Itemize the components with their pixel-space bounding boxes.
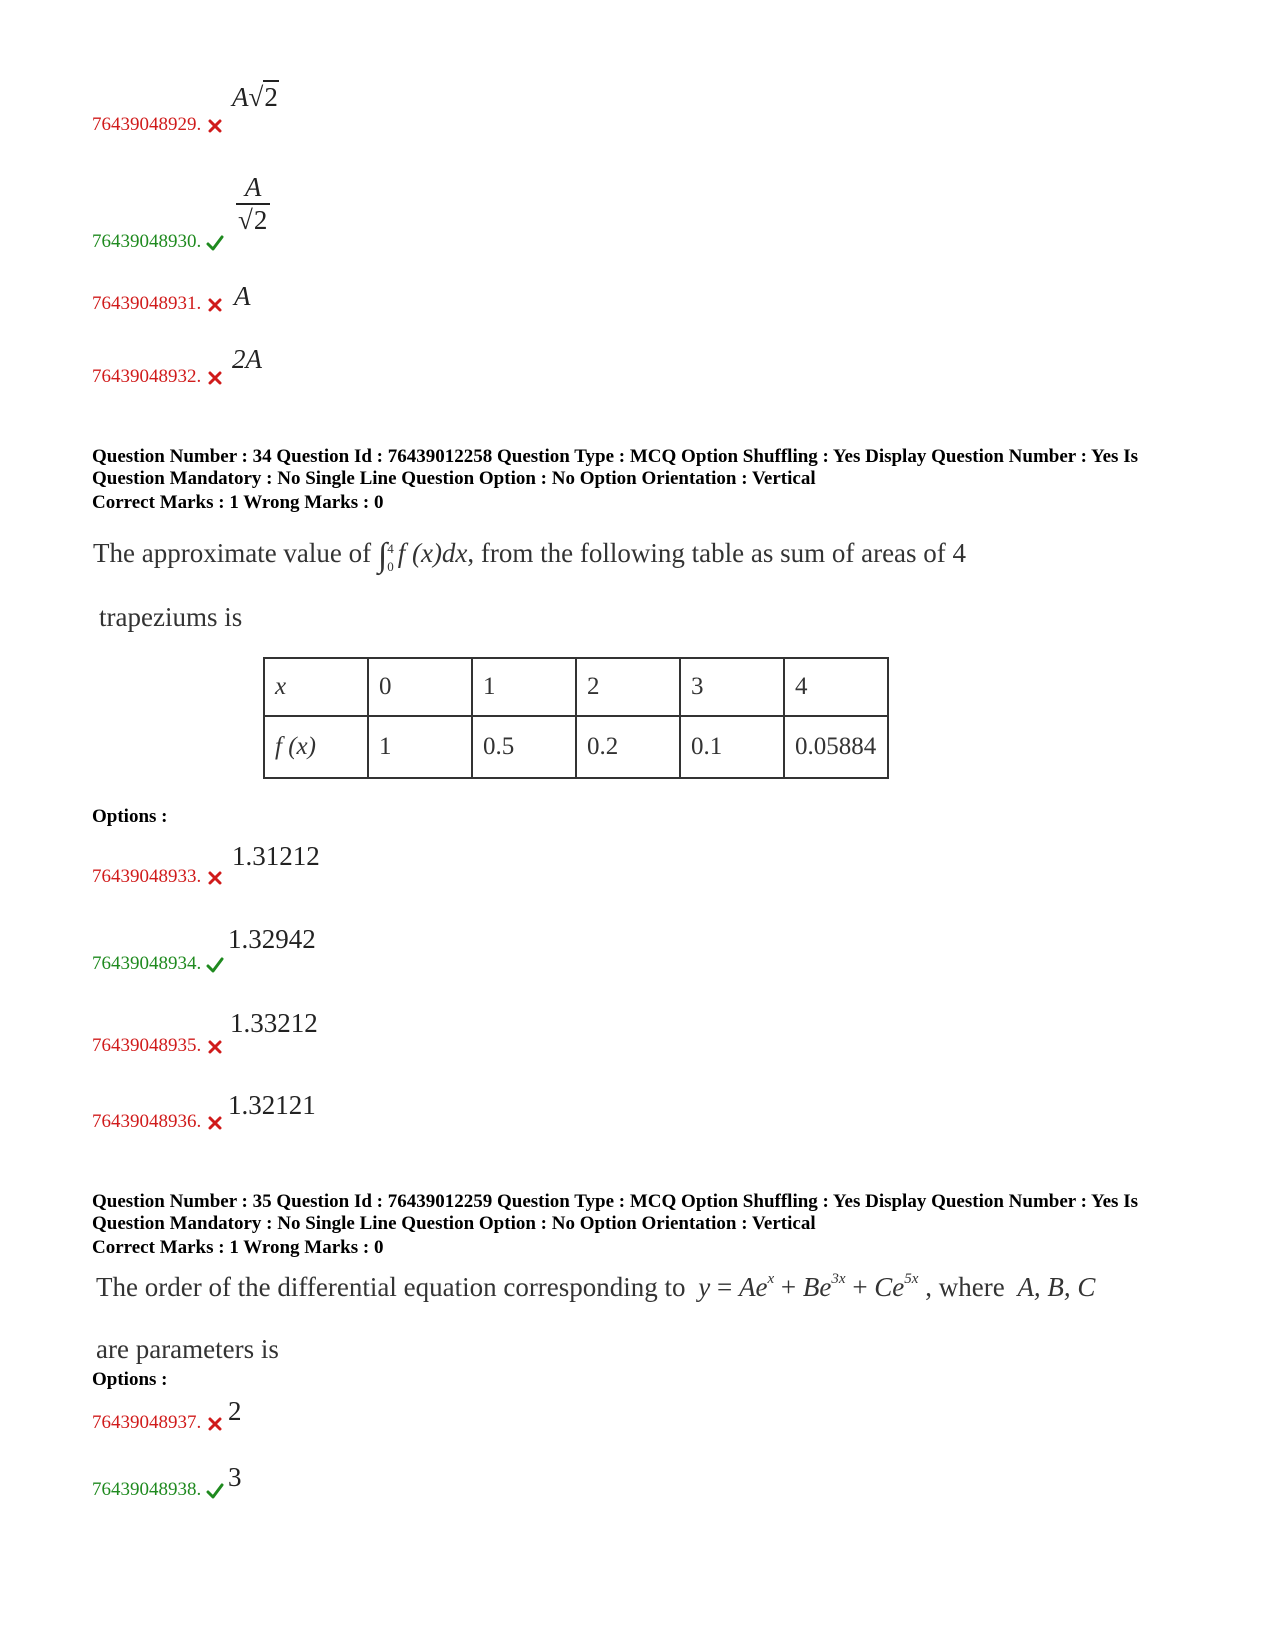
equation: $y = Ae^x + Be^{3x} + Ce^{5x}$ — [698, 1271, 919, 1302]
values-table — [263, 657, 889, 779]
option-row — [92, 953, 224, 975]
option-id: 76439048931. — [92, 293, 202, 314]
check-icon — [206, 234, 224, 252]
option-id: 76439048936. — [92, 1111, 202, 1132]
table-row — [264, 716, 888, 778]
table-header-cell: f (x) — [264, 716, 368, 778]
option-answer: A — [234, 281, 251, 311]
question-text-line2: are parameters is — [96, 1334, 279, 1364]
option-answer: 2 — [228, 1396, 242, 1426]
question-meta: Question Number : 34 Question Id : 76439012258 Question Type : MCQ Option Shuffling : Yes Display Question Number : Yes Is Question Mandatory : No Single Line Question Option : No Option Orientation : Vertical — [92, 446, 1138, 489]
option-answer: 1.31212 — [232, 841, 320, 871]
table-cell: 0.2 — [576, 716, 680, 778]
question-text: The approximate value of ∫ 4 0 f (x)dx, from the following table as sum of areas of 4 — [93, 537, 967, 574]
option-answer: $\frac{A}{√2}$ — [236, 172, 270, 236]
option-row — [92, 114, 224, 136]
option-id: 76439048934. — [92, 953, 202, 974]
options-label: Options : — [92, 1369, 168, 1390]
option-row — [92, 366, 224, 388]
option-id: 76439048938. — [92, 1479, 202, 1500]
question-text: The order of the differential equation corresponding to $y = Ae^x + Be^{3x} + Ce^{5x}$ , where A, B, C — [96, 1271, 1096, 1302]
table-cell: 1 — [472, 658, 576, 716]
table-cell: 4 — [784, 658, 888, 716]
check-icon — [206, 1482, 224, 1500]
option-row — [92, 1111, 224, 1133]
question-text-line2: trapeziums is — [99, 602, 243, 632]
option-id: 76439048937. — [92, 1412, 202, 1433]
table-cell: 0 — [368, 658, 472, 716]
integral-sign: ∫ — [377, 537, 388, 574]
table-cell: 1 — [368, 716, 472, 778]
option-answer: 3 — [228, 1462, 242, 1492]
check-icon — [206, 956, 224, 974]
table-cell: 0.5 — [472, 716, 576, 778]
option-answer: 2A — [232, 344, 262, 374]
table-cell: 0.1 — [680, 716, 784, 778]
option-row — [92, 866, 224, 888]
option-answer: 1.32121 — [228, 1090, 316, 1120]
option-row — [92, 1035, 224, 1057]
table-row — [264, 658, 888, 716]
cross-icon — [206, 869, 224, 887]
option-row — [92, 1479, 224, 1501]
option-id: 76439048930. — [92, 231, 202, 252]
option-row — [92, 231, 224, 253]
option-id: 76439048932. — [92, 366, 202, 387]
question-meta: Question Number : 35 Question Id : 76439012259 Question Type : MCQ Option Shuffling : Yes Display Question Number : Yes Is Question Mandatory : No Single Line Question Option : No Option Orientation : Vertical — [92, 1191, 1138, 1234]
option-answer: 1.33212 — [230, 1008, 318, 1038]
cross-icon — [206, 117, 224, 135]
question-marks: Correct Marks : 1 Wrong Marks : 0 — [92, 1237, 384, 1258]
cross-icon — [206, 1038, 224, 1056]
option-id: 76439048933. — [92, 866, 202, 887]
option-id: 76439048935. — [92, 1035, 202, 1056]
cross-icon — [206, 1415, 224, 1433]
option-id: 76439048929. — [92, 114, 202, 135]
option-row — [92, 293, 224, 315]
option-row — [92, 1412, 224, 1434]
options-label: Options : — [92, 806, 168, 827]
table-cell: 2 — [576, 658, 680, 716]
cross-icon — [206, 296, 224, 314]
option-answer: A√2 — [232, 82, 278, 112]
table-cell: 3 — [680, 658, 784, 716]
table-header-cell: x — [264, 658, 368, 716]
question-marks: Correct Marks : 1 Wrong Marks : 0 — [92, 492, 384, 513]
option-answer: 1.32942 — [228, 924, 316, 954]
table-cell: 0.05884 — [784, 716, 888, 778]
cross-icon — [206, 369, 224, 387]
cross-icon — [206, 1114, 224, 1132]
